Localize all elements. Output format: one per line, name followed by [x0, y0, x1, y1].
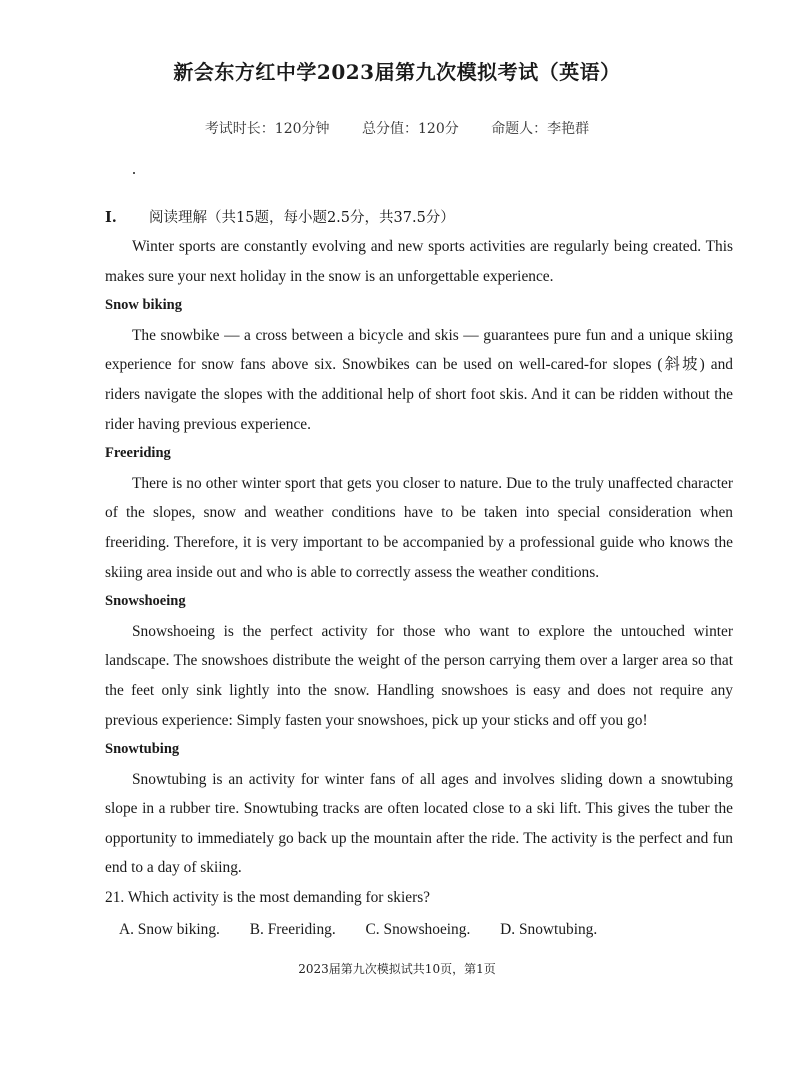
exam-author: 命题人：李艳群	[491, 121, 590, 137]
reading-passage	[105, 232, 733, 947]
activity-paragraph: Snowtubing is an activity for winter fans of all ages and involves sliding down a snowtubing slope in a rubber tire. Snowtubing tracks are often located close to a ski lift. This gives the tuber the opportunity to immediately go back up the mountain after the ride. The activity is the perfect and fun end to a day of skiing.	[105, 770, 733, 877]
intro-paragraph: Winter sports are constantly evolving and new sports activities are regularly being created. This makes sure your next holiday in the snow is an unforgettable experience.	[105, 238, 733, 285]
exam-title: 新会东方红中学2023届第九次模拟考试（英语）	[173, 60, 621, 84]
activity-paragraph: There is no other winter sport that gets you closer to nature. Due to the truly unaffected character of the slopes, snow and weather conditions have to be taken into special consideration when freeriding. Therefore, it is very important to be accompanied by a professional guide who knows the skiing area inside out and who is able to correctly assess the weather conditions.	[105, 474, 733, 581]
exam-meta	[0, 118, 794, 138]
activity-heading: Snowtubing	[105, 741, 180, 758]
activity-heading: Snow biking	[105, 297, 182, 314]
question-text: Which activity is the most demanding for skiers?	[127, 889, 431, 907]
section-title: 阅读理解（共15题，每小题2.5分，共37.5分）	[149, 210, 455, 226]
section-heading	[105, 206, 455, 227]
answer-options	[105, 913, 733, 947]
activity-heading: Snowshoeing	[105, 593, 186, 610]
question-number: 21.	[105, 889, 125, 907]
exam-duration: 考试时长：120分钟	[204, 121, 330, 137]
exam-total-score: 总分值：120分	[362, 121, 459, 137]
question	[105, 883, 733, 913]
option-b: B. Freeriding.	[249, 920, 336, 938]
page-footer: 2023届第九次模拟试共10页，第1页	[298, 962, 496, 976]
activity-paragraph: The snowbike — a cross between a bicycle and skis — guarantees pure fun and a unique skiing experience for snow fans above six. Snowbikes can be used on well-cared-for slopes (斜坡) and riders navigate the slopes with the additional help of short foot skis. And it can be ridden without the rider having previous experience.	[105, 326, 733, 433]
scan-mark	[133, 172, 135, 174]
option-d: D. Snowtubing.	[500, 920, 598, 938]
section-number: I.	[105, 209, 117, 226]
activity-heading: Freeriding	[105, 445, 171, 462]
option-c: C. Snowshoeing.	[365, 920, 471, 938]
activity-paragraph: Snowshoeing is the perfect activity for those who want to explore the untouched winter landscape. The snowshoes distribute the weight of the person carrying them over a larger area so that the feet only sink lightly into the snow. Handling snowshoes is easy and does not require any previous experience: Simply fasten your snowshoes, pick up your sticks and off you go!	[105, 622, 733, 729]
option-a: A. Snow biking.	[119, 920, 220, 938]
